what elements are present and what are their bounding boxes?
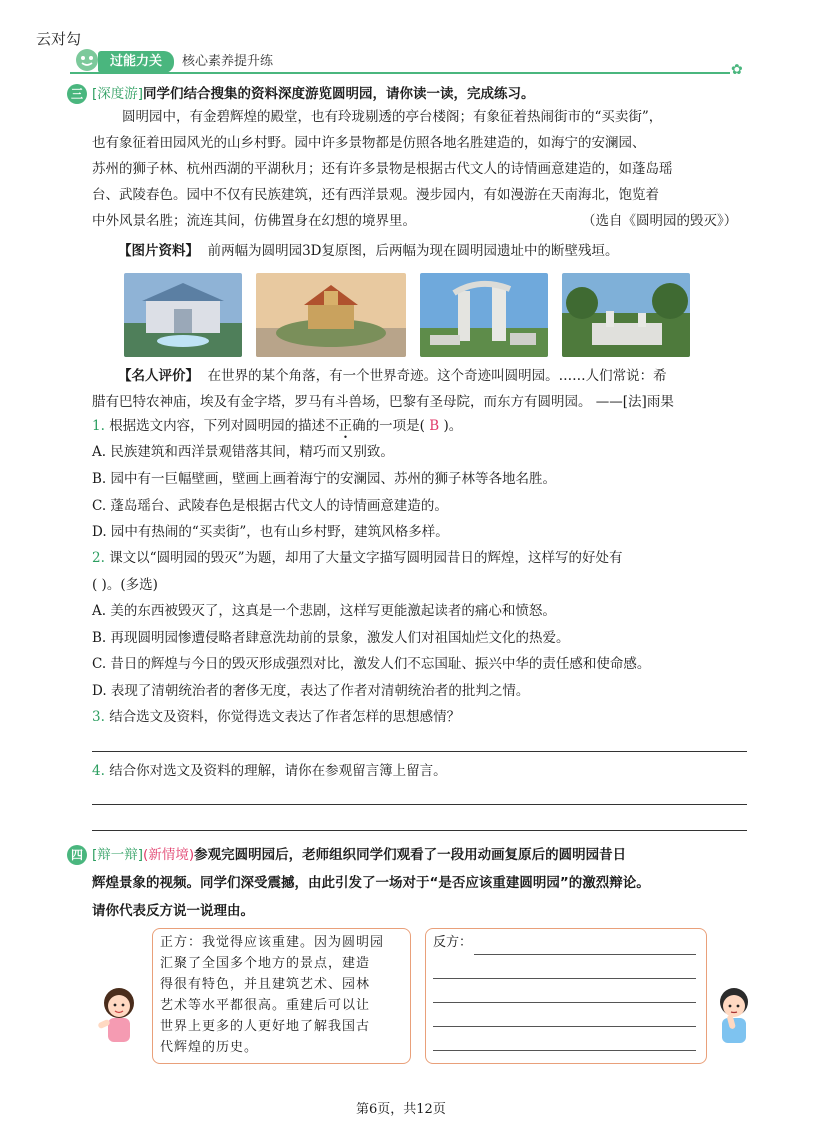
- quote-line-1: [118, 363, 667, 389]
- photo-palace-3d: [124, 273, 242, 357]
- star-icon: ✿: [731, 62, 743, 78]
- header-divider: [70, 72, 730, 74]
- question-1-stem: [92, 413, 462, 439]
- q1-option: B. 园中有一巨幅壁画，壁画上画着海宁的安澜园、苏州的狮子林等各地名胜。: [92, 471, 557, 487]
- quote-line-2: 腊有巴特农神庙，埃及有金字塔，罗马有斗兽场，巴黎有圣母院，而东方有圆明园。 ——[法]雨果: [92, 394, 674, 410]
- con-answer-line[interactable]: [433, 1002, 696, 1003]
- q2-option: D. 表现了清朝统治者的奢侈无度，表达了作者对清朝统治者的批判之情。: [92, 683, 530, 699]
- pro-line: 艺术等水平都很高。重建后可以让: [160, 998, 371, 1013]
- q4-stem: 结合你对选文及资料的理解，请你在参观留言簿上留言。: [109, 763, 447, 779]
- con-answer-line[interactable]: [474, 954, 696, 955]
- q1-stem-c: )。: [443, 418, 463, 434]
- question-number: 4.: [92, 763, 105, 779]
- q1-option: C. 蓬岛瑶台、武陵春色是根据古代文人的诗情画意建造的。: [92, 498, 448, 514]
- q2-stem-2: ( )。(多选): [92, 577, 158, 593]
- page-number: 第6页，共12页: [356, 1102, 446, 1117]
- q1-option: D. 园中有热闹的“买卖街”，也有山乡村野，建筑风格多样。: [92, 524, 449, 540]
- picture-label: 【图片资料】: [118, 243, 199, 259]
- header-icon: [74, 47, 100, 73]
- picture-caption: [118, 238, 619, 264]
- answer-line[interactable]: [92, 804, 747, 805]
- q3-stem: 结合选文及资料，你觉得选文表达了作者怎样的思想感情？: [109, 709, 461, 725]
- q2-stem: 课文以“圆明园的毁灭”为题，却用了大量文字描写圆明园昔日的辉煌，这样写的好处有: [109, 550, 623, 566]
- pro-line: 汇聚了全国多个地方的景点，建造: [160, 956, 371, 971]
- con-answer-line[interactable]: [433, 1050, 696, 1051]
- debate-heading-1: [92, 842, 626, 868]
- picture-text: 前两幅为圆明园3D复原图，后两幅为现在圆明园遗址中的断壁残垣。: [207, 243, 619, 259]
- q2-option: A. 美的东西被毁灭了，这真是一个悲剧，这样写更能激起读者的痛心和愤怒。: [92, 603, 556, 619]
- quote-text-1: 在世界的某个角落，有一个世界奇迹。这个奇迹叫圆明园。……人们常说：希: [207, 368, 667, 384]
- passage-line: 中外风景名胜；流连其间，仿佛置身在幻想的境界里。: [92, 213, 416, 229]
- con-answer-line[interactable]: [433, 978, 696, 979]
- pro-line: 正方：我觉得应该重建。因为圆明园: [160, 935, 385, 950]
- con-label: 反方：: [433, 935, 473, 950]
- q2-option: B. 再现圆明园惨遭侵略者肆意洗劫前的景象，激发人们对祖国灿烂文化的热爱。: [92, 630, 570, 646]
- girl-avatar-icon: [96, 985, 142, 1047]
- photo-island-3d: [256, 273, 406, 357]
- question-4-stem: [92, 758, 447, 784]
- section-heading: 同学们结合搜集的资料深度游览圆明园，请你读一读，完成练习。: [143, 86, 535, 102]
- question-number: 1.: [92, 418, 105, 434]
- passage-line: 苏州的狮子林、杭州西湖的平湖秋月；还有许多景物是根据古代文人的诗情画意建造的，如蓬岛瑶: [92, 161, 673, 177]
- passage-line: 台、武陵春色。园中不仅有民族建筑，还有西洋景观。漫步园内，有如漫游在天南海北，饱览着: [92, 187, 659, 203]
- answer-line[interactable]: [92, 830, 747, 831]
- pro-line: 得很有特色，并且建筑艺术、园林: [160, 977, 371, 992]
- photo-ruins-2: [562, 273, 690, 357]
- passage-line: 也有象征着田园风光的山乡村野。园中许多景物都是仿照各地名胜建造的，如海宁的安澜园、: [92, 135, 646, 151]
- section-tag: [深度游]: [92, 86, 144, 102]
- passage-line: 圆明园中，有金碧辉煌的殿堂，也有玲珑剔透的亭台楼阁；有象征着热闹街市的“买卖街”，: [122, 109, 663, 125]
- boy-avatar-icon: [711, 985, 757, 1047]
- question-3-stem: [92, 704, 460, 730]
- question-2-stem: [92, 545, 623, 571]
- debate-text-1: 参观完圆明园后，老师组织同学们观看了一段用动画复原后的圆明园昔日: [194, 847, 627, 863]
- q1-stem-b: 的一项是(: [365, 418, 425, 434]
- question-number: 3.: [92, 709, 105, 725]
- answer-line[interactable]: [92, 751, 747, 752]
- quote-label: 【名人评价】: [118, 368, 199, 384]
- pro-line: 代辉煌的历史。: [160, 1040, 259, 1055]
- header-tag: 过能力关: [98, 51, 174, 73]
- pro-line: 世界上更多的人更好地了解我国古: [160, 1019, 371, 1034]
- debate-text-3: 请你代表反方说一说理由。: [92, 903, 254, 919]
- brand-logo-text: 云对勾: [36, 30, 82, 48]
- debate-tag: [辩一辩]: [92, 847, 144, 863]
- con-answer-line[interactable]: [433, 1026, 696, 1027]
- passage-source: （选自《圆明园的毁灭》）: [582, 213, 738, 229]
- q1-option: A. 民族建筑和西洋景观错落其间，精巧而又别致。: [92, 444, 394, 460]
- q1-stem-a: 根据选文内容，下列对圆明园的描述: [109, 418, 326, 434]
- q1-emphasis: 不正确: [325, 418, 366, 434]
- section-number-icon: 三: [67, 84, 87, 104]
- photo-ruins-1: [420, 273, 548, 357]
- debate-tag-2: (新情境): [143, 847, 195, 863]
- header-subtitle: 核心素养提升练: [182, 54, 274, 69]
- question-number: 2.: [92, 550, 105, 566]
- q1-answer: B: [429, 418, 440, 434]
- debate-text-2: 辉煌景象的视频。同学们深受震撼，由此引发了一场对于“是否应该重建圆明园”的激烈辩论。: [92, 875, 650, 891]
- section-number-icon: 四: [67, 845, 87, 865]
- q2-option: C. 昔日的辉煌与今日的毁灭形成强烈对比，激发人们不忘国耻、振兴中华的责任感和使命感。: [92, 656, 651, 672]
